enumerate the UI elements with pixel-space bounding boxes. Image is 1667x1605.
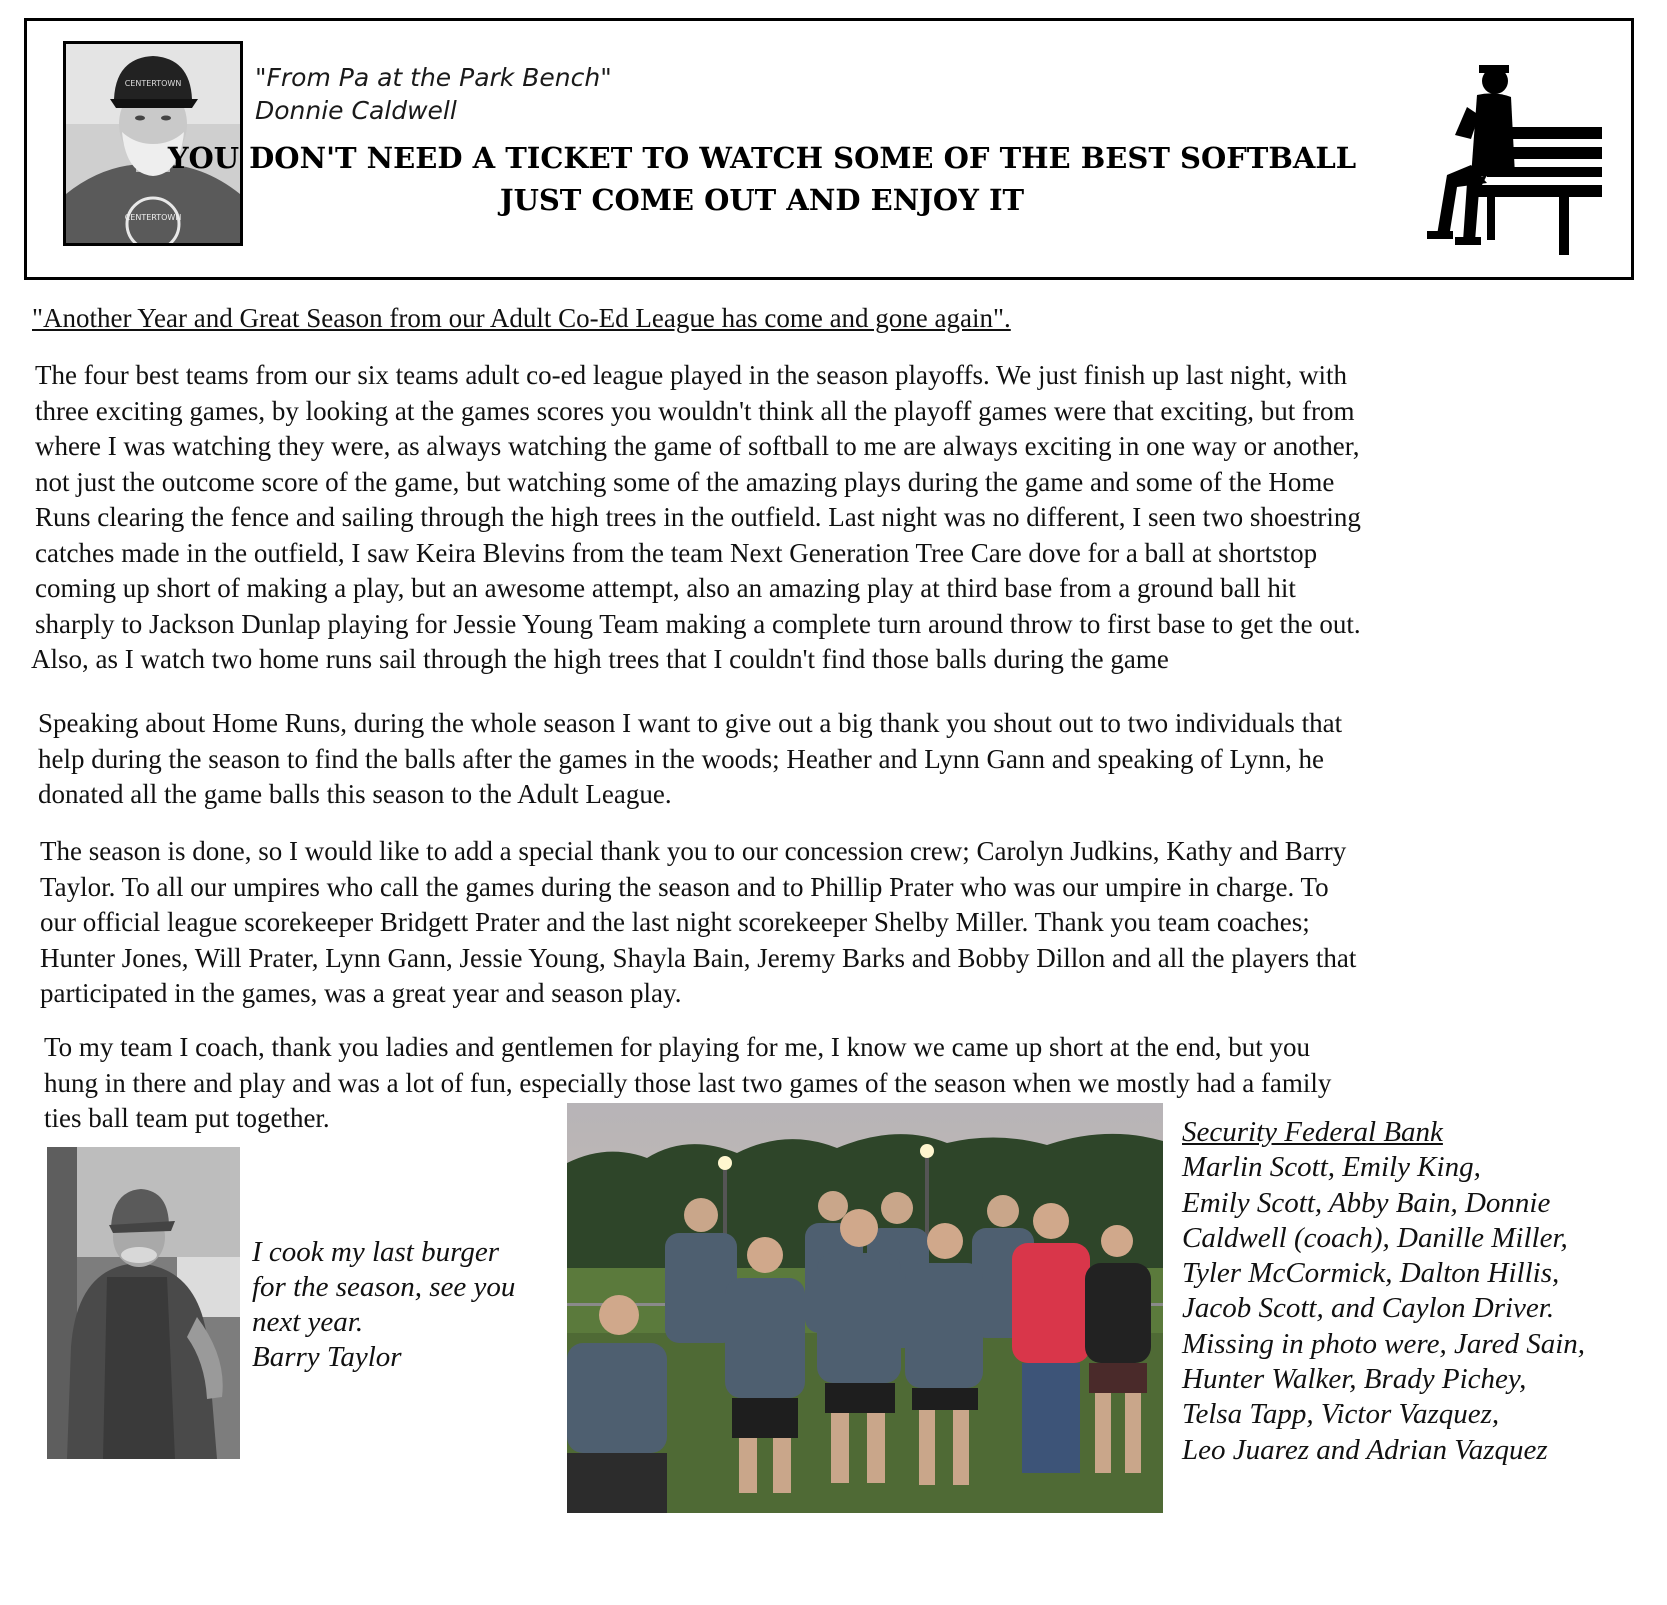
team-name: Security Federal Bank xyxy=(1182,1116,1443,1148)
paragraph-line: not just the outcome score of the game, but watching some of the amazing plays during the game and some of the Home xyxy=(35,466,1335,497)
roster-line: Marlin Scott, Emily King, xyxy=(1182,1151,1481,1184)
author-name: Donnie Caldwell xyxy=(255,96,457,125)
paragraph-playoffs xyxy=(31,358,1635,678)
headline-line-1: YOU DON'T NEED A TICKET TO WATCH SOME OF THE BEST SOFTBALL xyxy=(167,141,1357,175)
roster-line: Tyler McCormick, Dalton Hillis, xyxy=(1182,1257,1560,1290)
team-photo xyxy=(567,1103,1163,1513)
paragraph-thanks xyxy=(40,834,1640,1012)
park-bench-silhouette-icon xyxy=(1427,55,1607,255)
paragraph-line: Runs clearing the fence and sailing through the high trees in the outfield. Last night was no different, I seen two shoestring xyxy=(35,502,1361,532)
roster-line: Missing in photo were, Jared Sain, xyxy=(1182,1327,1586,1360)
cap-logo-text: CENTERTOWN xyxy=(124,79,182,88)
paragraph-line: Speaking about Home Runs, during the whole season I want to give out a big thank you shout out to two individuals that xyxy=(38,708,1343,738)
article-title: "Another Year and Great Season from our Adult Co-Ed League has come and gone again". xyxy=(32,303,1011,333)
paragraph-line: participated in the games, was a great year and season play. xyxy=(40,978,682,1008)
caption-line: Barry Taylor xyxy=(252,1341,402,1373)
caption-line: next year. xyxy=(252,1306,364,1338)
cook-caption xyxy=(252,1235,515,1375)
column-header xyxy=(24,18,1634,280)
roster-line: Jacob Scott, and Caylon Driver. xyxy=(1182,1292,1555,1325)
paragraph-line: hung in there and play and was a lot of fun, especially those last two games of the season when we mostly had a family xyxy=(44,1067,1332,1098)
paragraph-line: ties ball team put together. xyxy=(44,1103,330,1133)
paragraph-line: our official league scorekeeper Bridgett Prater and the last night scorekeeper Shelby Miller. Thank you team coaches; xyxy=(40,907,1310,937)
paragraph-line: Hunter Jones, Will Prater, Lynn Gann, Jessie Young, Shayla Bain, Jeremy Barks and Bobby Dillon and all the players that xyxy=(40,942,1357,973)
team-roster xyxy=(1182,1115,1585,1468)
paragraph-line: To my team I coach, thank you ladies and gentlemen for playing for me, I know we came up short at the end, but you xyxy=(44,1032,1310,1062)
roster-line: Hunter Walker, Brady Pichey, xyxy=(1182,1363,1527,1396)
paragraph-line: Also, as I watch two home runs sail through the high trees that I couldn't find those balls during the game xyxy=(31,644,1169,674)
caption-line: I cook my last burger xyxy=(252,1236,499,1268)
roster-line: Caldwell (coach), Danille Miller, xyxy=(1182,1221,1568,1254)
cook-photo-image xyxy=(47,1147,240,1459)
paragraph-line: three exciting games, by looking at the games scores you wouldn't think all the playoff games were that exciting, but from xyxy=(35,395,1355,426)
paragraph-line: The four best teams from our six teams adult co-ed league played in the season playoffs. We just finish up last night, with xyxy=(35,360,1348,390)
paragraph-line: help during the season to find the balls after the games in the woods; Heather and Lynn Gann and speaking of Lynn, he xyxy=(38,743,1324,774)
paragraph-line: The season is done, so I would like to add a special thank you to our concession crew; Carolyn Judkins, Kathy and Barry xyxy=(40,836,1347,866)
shirt-logo-text: CENTERTOWN xyxy=(124,213,182,222)
headline-line-2: JUST COME OUT AND ENJOY IT xyxy=(499,183,1025,217)
cook-photo xyxy=(47,1147,240,1459)
roster-line: Emily Scott, Abby Bain, Donnie xyxy=(1182,1186,1551,1219)
paragraph-line: catches made in the outfield, I saw Keira Blevins from the team Next Generation Tree Care dove for a ball at shortstop xyxy=(35,537,1318,568)
paragraph-line: Taylor. To all our umpires who call the games during the season and to Phillip Prater who was our umpire in charge. To xyxy=(40,871,1329,902)
column-title: "From Pa at the Park Bench" xyxy=(255,63,612,92)
paragraph-line: sharply to Jackson Dunlap playing for Jessie Young Team making a complete turn around throw to first base to get the out. xyxy=(35,608,1361,639)
paragraph-line: coming up short of making a play, but an awesome attempt, also an amazing play at third base from a ground ball hit xyxy=(35,573,1296,603)
paragraph-line: donated all the game balls this season to the Adult League. xyxy=(38,779,672,809)
caption-line: for the season, see you xyxy=(252,1271,516,1303)
roster-line: Leo Juarez and Adrian Vazquez xyxy=(1182,1433,1548,1466)
paragraph-home-runs xyxy=(38,706,1638,813)
team-photo-image xyxy=(567,1103,1163,1513)
roster-line: Telsa Tapp, Victor Vazquez, xyxy=(1182,1398,1500,1431)
paragraph-line: where I was watching they were, as always watching the game of softball to me are always exciting in one way or another, xyxy=(35,431,1360,461)
